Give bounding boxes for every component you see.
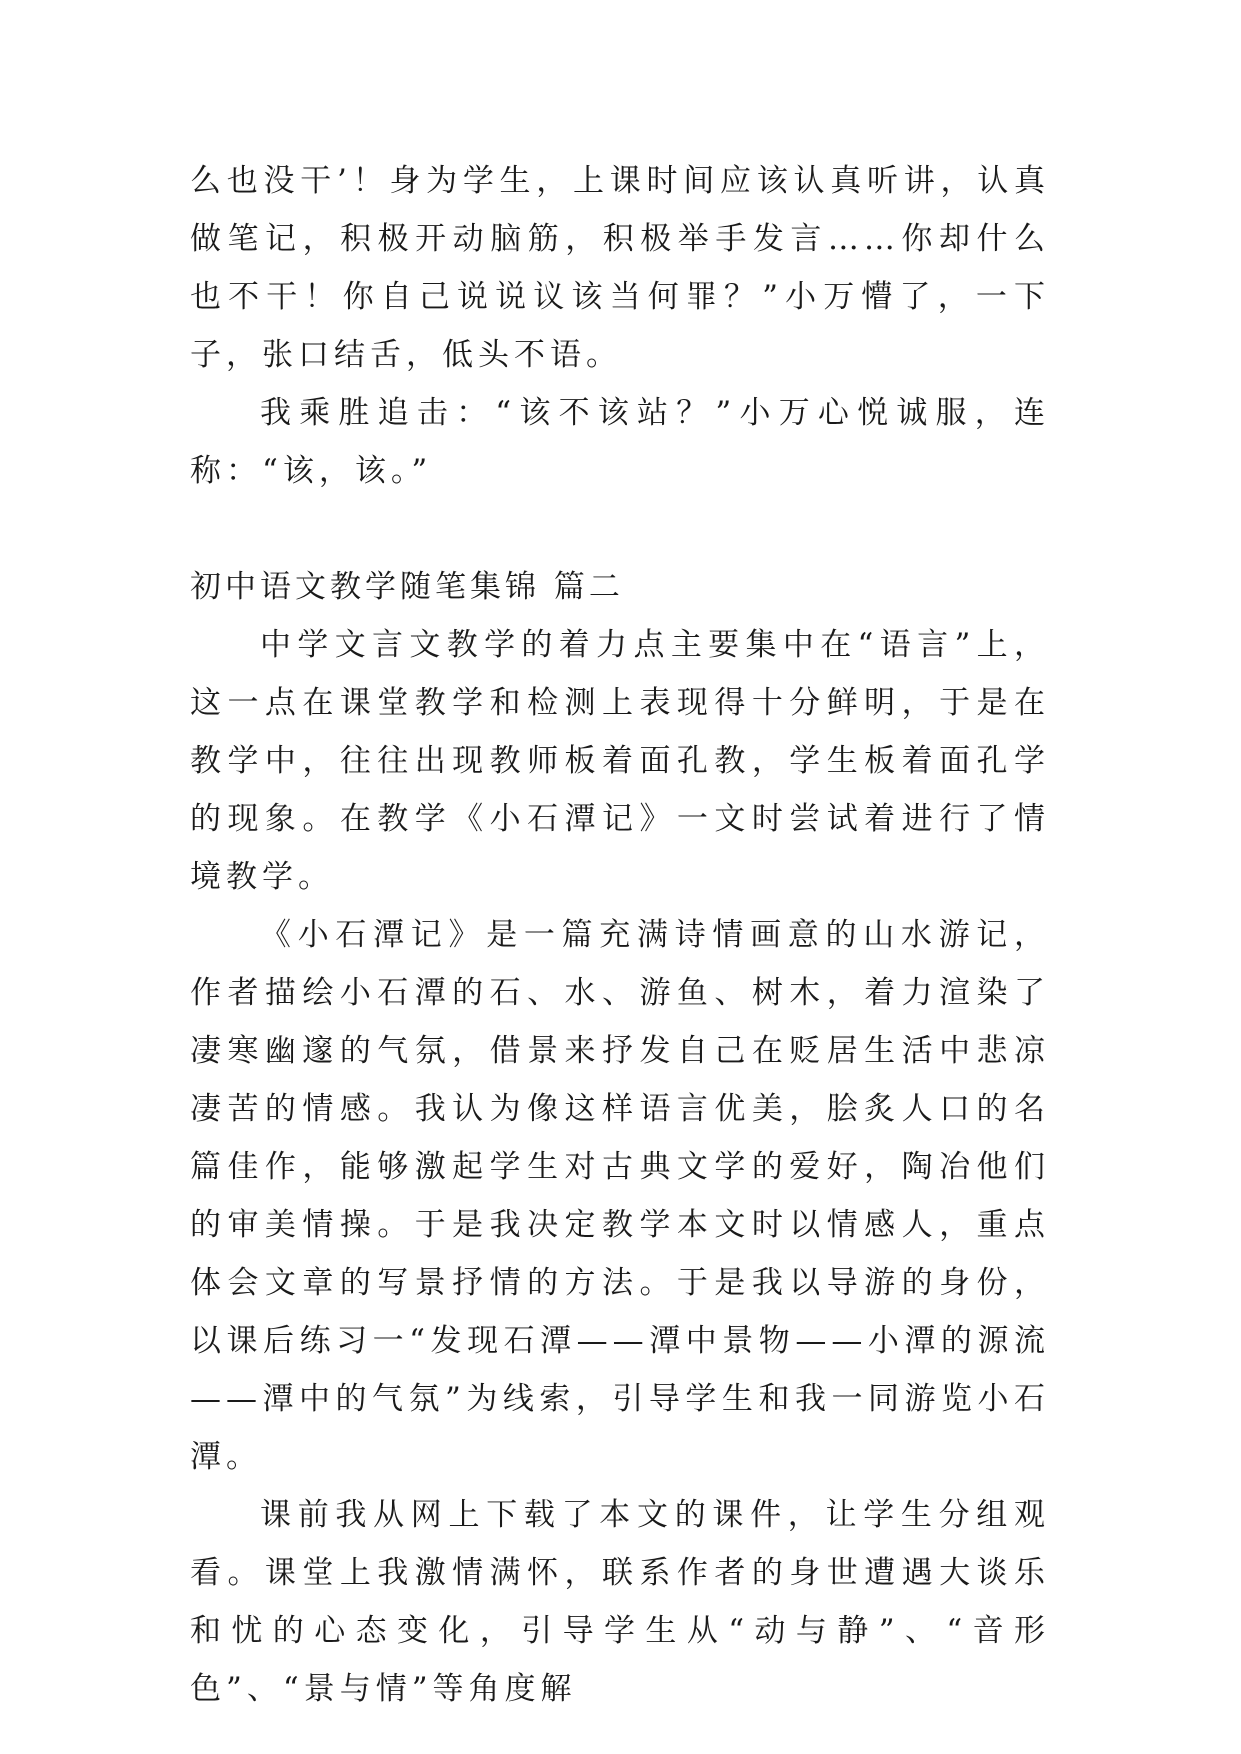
blank-line xyxy=(190,500,1050,558)
paragraph-continuation: 么也没干’！身为学生，上课时间应该认真听讲，认真做笔记，积极开动脑筋，积极举手发言……你却什么也不干！你自己说说议该当何罪？”小万懵了，一下子，张口结舌，低头不语。 xyxy=(190,163,1050,373)
paragraph-analysis: 《小石潭记》是一篇充满诗情画意的山水游记，作者描绘小石潭的石、水、游鱼、树木，着力渲染了凄寒幽邃的气氛，借景来抒发自己在贬居生活中悲凉凄苦的情感。我认为像这样语言优美，脍炙人口的名篇佳作，能够激起学生对古典文学的爱好，陶冶他们的审美情操。于是我决定教学本文时以情感人，重点体会文章的写景抒情的方法。于是我以导游的身份，以课后练习一“发现石潭——潭中景物——小潭的源流——潭中的气氛”为线索，引导学生和我一同游览小石潭。 xyxy=(190,917,1050,1475)
document-body xyxy=(190,152,1050,1718)
paragraph-dialogue: 我乘胜追击：“该不该站？”小万心悦诚服，连称：“该，该。” xyxy=(190,395,1050,489)
paragraph-classroom: 课前我从网上下载了本文的课件，让学生分组观看。课堂上我激情满怀，联系作者的身世遭遇大谈乐和忧的心态变化，引导学生从“动与静”、“音形色”、“景与情”等角度解 xyxy=(190,1497,1050,1707)
section-title: 初中语文教学随笔集锦 篇二 xyxy=(190,569,624,605)
paragraph-intro: 中学文言文教学的着力点主要集中在“语言”上，这一点在课堂教学和检测上表现得十分鲜明，于是在教学中，往往出现教师板着面孔教，学生板着面孔学的现象。在教学《小石潭记》一文时尝试着进行了情境教学。 xyxy=(190,627,1050,895)
